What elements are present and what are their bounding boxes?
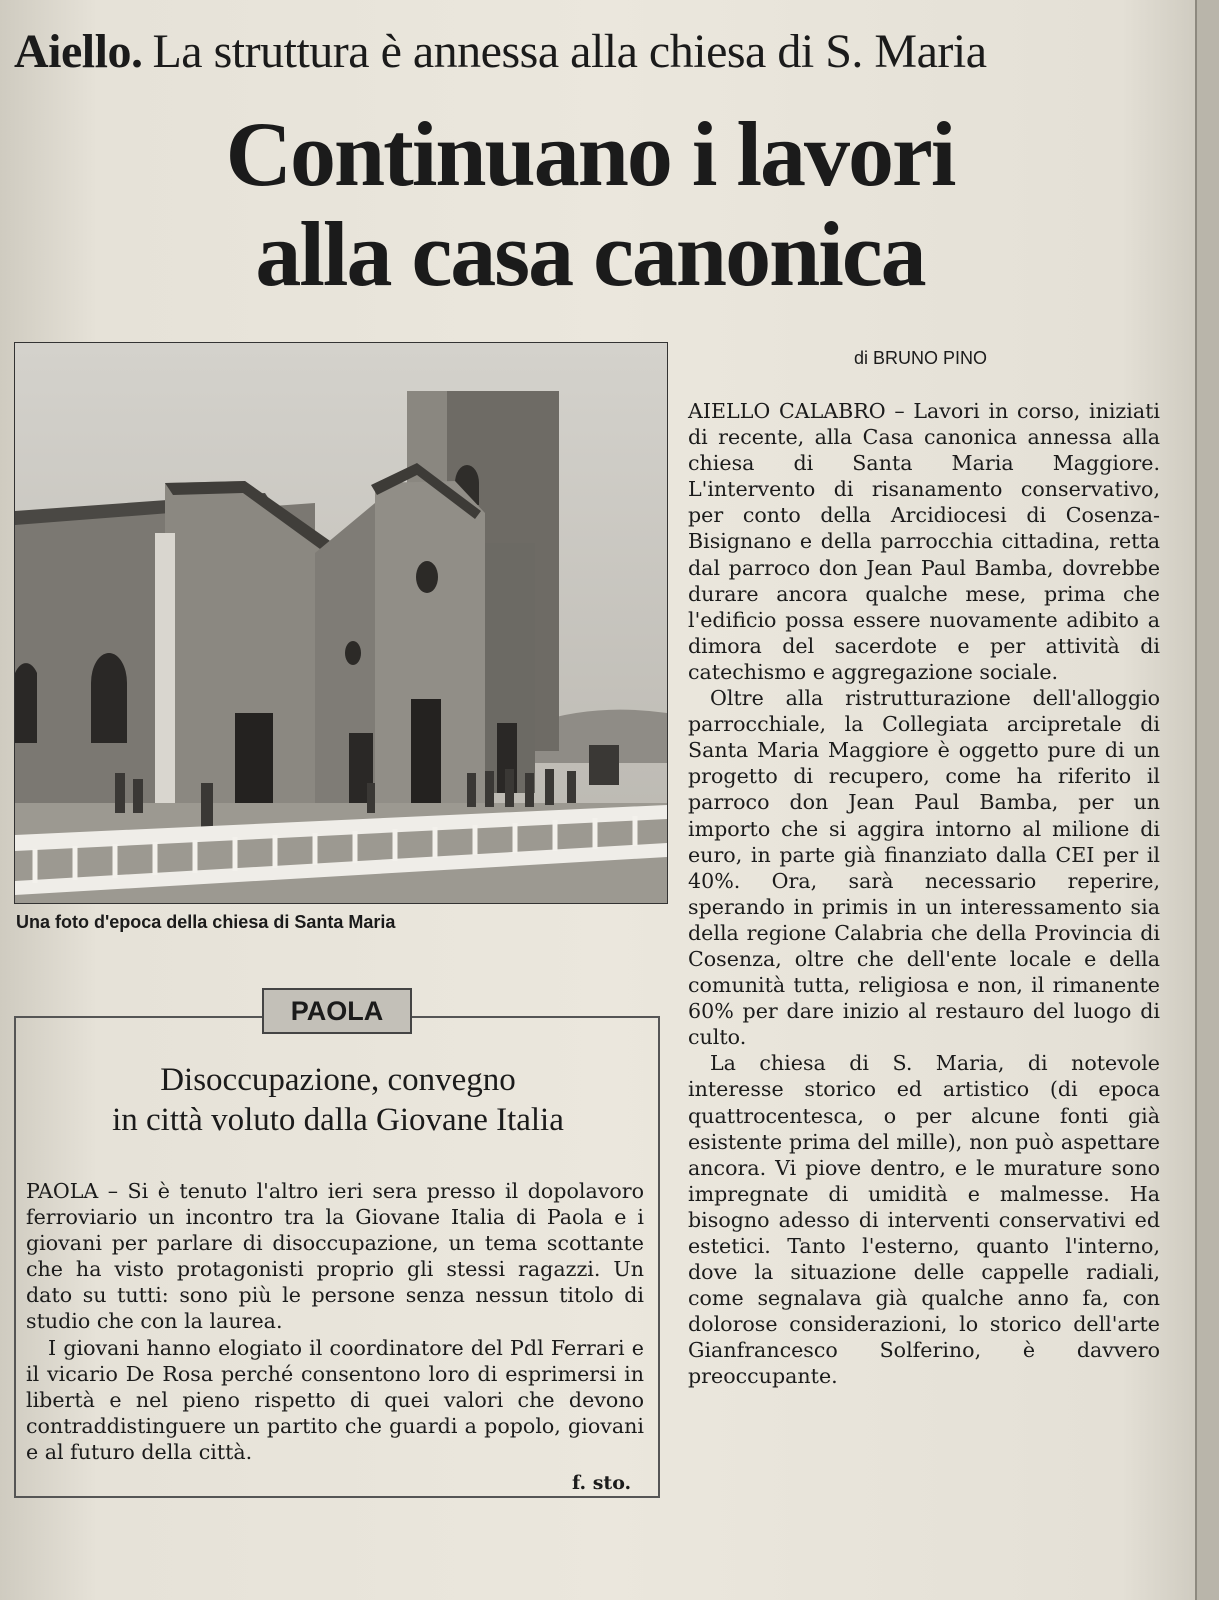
article-paragraph: Oltre alla ristrutturazione dell'alloggio parrocchiale, la Collegiata arcipretale di Santa Maria Maggiore è oggetto pure di un progetto di recupero, come ha riferito il parroco don Jean Paul Bamba, per un importo che si aggira intorno al milione di euro, in parte già finanziato dalla CEI per il 40%. Ora, sarà necessario reperire, sperando in primis in un interessamento sia della regione Calabria che della Provincia di Cosenza, oltre che dell'ente locale e della comunità tutta, religiosa e non, il rimanente 60% per dare inizio al restauro del luogo di culto. bbox=[688, 686, 1160, 1050]
photo-caption: Una foto d'epoca della chiesa di Santa Maria bbox=[16, 912, 396, 932]
headline bbox=[60, 104, 1120, 304]
church-illustration bbox=[15, 343, 667, 903]
signature: f. sto. bbox=[572, 1472, 632, 1494]
article-body bbox=[688, 398, 1160, 1390]
article-paragraph: La chiesa di S. Maria, di notevole interesse storico ed artistico (di epoca quattrocentesca, o per alcune fonti già esistente prima del mille), non può aspettare ancora. Vi piove dentro, e le murature sono impregnate di umidità e malmesse. Ha bisogno adesso di interventi conservativi ed estetici. Tanto l'esterno, quanto l'interno, dove la situazione delle cappelle radiali, come segnalava già qualche anno fa, con dolorose considerazioni, lo storico dell'arte Gianfrancesco Solferino, è davvero preoccupante. bbox=[688, 1051, 1160, 1389]
article-paragraph: AIELLO CALABRO – Lavori in corso, iniziati di recente, alla Casa canonica annessa alla chiesa di Santa Maria Maggiore. L'intervento di risanamento conservativo, per conto della Arcidiocesi di Cosenza-Bisignano e della parrocchia cittadina, retta dal parroco don Jean Paul Bamba, dovrebbe durare ancora qualche mese, prima che l'edificio possa essere nuovamente adibito a dimora del sacerdote e per attività di catechismo e aggregazione sociale. bbox=[688, 399, 1160, 684]
headline-line-1: Continuano i lavori bbox=[225, 103, 955, 205]
kicker bbox=[14, 25, 1194, 78]
section-tag: PAOLA bbox=[262, 988, 412, 1034]
church-photo bbox=[14, 342, 668, 904]
sidebar-title bbox=[20, 1060, 656, 1140]
byline: di BRUNO PINO bbox=[854, 348, 988, 368]
headline-line-2: alla casa canonica bbox=[255, 203, 925, 305]
page-edge bbox=[1195, 0, 1219, 1600]
kicker-text: La struttura è annessa alla chiesa di S. Maria bbox=[152, 25, 987, 78]
kicker-place: Aiello. bbox=[14, 25, 143, 78]
sidebar-title-line-1: Disoccupazione, convegno bbox=[160, 1062, 516, 1098]
sidebar-paragraph: PAOLA – Si è tenuto l'altro ieri sera presso il dopolavoro ferroviario un incontro tra la Giovane Italia di Paola e i giovani per parlare di disoccupazione, un tema scottante che ha visto protagonisti proprio gli stessi ragazzi. Un dato su tutti: sono più le persone senza nessun titolo di studio che con la laurea. bbox=[26, 1179, 644, 1334]
sidebar-paragraph: I giovani hanno elogiato il coordinatore del Pdl Ferrari e il vicario De Rosa perché consentono loro di esprimersi in libertà e nel pieno rispetto di quei valori che devono contraddistinguere un partito che guardi a popolo, giovani e al futuro della città. bbox=[26, 1335, 644, 1464]
sidebar-body bbox=[26, 1178, 644, 1465]
sidebar-title-line-2: in città voluto dalla Giovane Italia bbox=[112, 1102, 564, 1138]
